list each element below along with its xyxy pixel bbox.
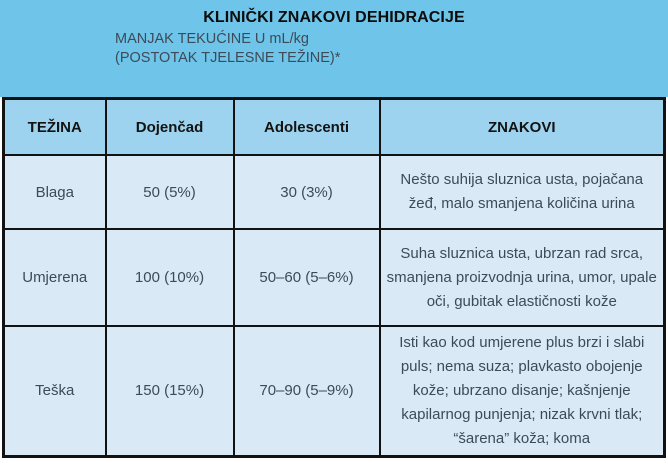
cell-severity: Blaga (4, 155, 106, 229)
cell-infants-value: 150 (15%) (106, 326, 234, 456)
page-title: KLINIČKI ZNAKOVI DEHIDRACIJE (203, 9, 465, 26)
cell-infants-value: 50 (5%) (106, 155, 234, 229)
title-banner (0, 0, 668, 97)
table-header-row (4, 99, 665, 156)
cell-signs: Nešto suhija sluznica usta, pojačana žeđ, malo smanjena količina urina (380, 155, 665, 229)
cell-severity: Umjerena (4, 229, 106, 326)
subtitle-line-1: MANJAK TEKUĆINE U mL/kg (115, 31, 309, 47)
dehydration-table (2, 97, 666, 458)
cell-signs: Isti kao kod umjerene plus brzi i slabi puls; nema suza; plavkasto obojenje kože; ubrzano disanje; kašnjenje kapilarnog punjenja; nizak krvni tlak; “šarena” koža; koma (380, 326, 665, 456)
table-row-umjerena (4, 229, 665, 326)
table-row-teska (4, 326, 665, 456)
subtitle-line-2: (POSTOTAK TJELESNE TEŽINE)* (115, 50, 341, 66)
cell-severity: Teška (4, 326, 106, 456)
column-header-adolescenti: Adolescenti (234, 99, 380, 156)
column-header-znakovi: ZNAKOVI (380, 99, 665, 156)
banner-subtitle (115, 30, 668, 68)
table-row-blaga (4, 155, 665, 229)
cell-signs: Suha sluznica usta, ubrzan rad srca, smanjena proizvodnja urina, umor, upale oči, gubitak elastičnosti kože (380, 229, 665, 326)
cell-infants-value: 100 (10%) (106, 229, 234, 326)
cell-adolescents-value: 30 (3%) (234, 155, 380, 229)
column-header-tezina: TEŽINA (4, 99, 106, 156)
cell-adolescents-value: 50–60 (5–6%) (234, 229, 380, 326)
cell-adolescents-value: 70–90 (5–9%) (234, 326, 380, 456)
column-header-dojencad: Dojenčad (106, 99, 234, 156)
